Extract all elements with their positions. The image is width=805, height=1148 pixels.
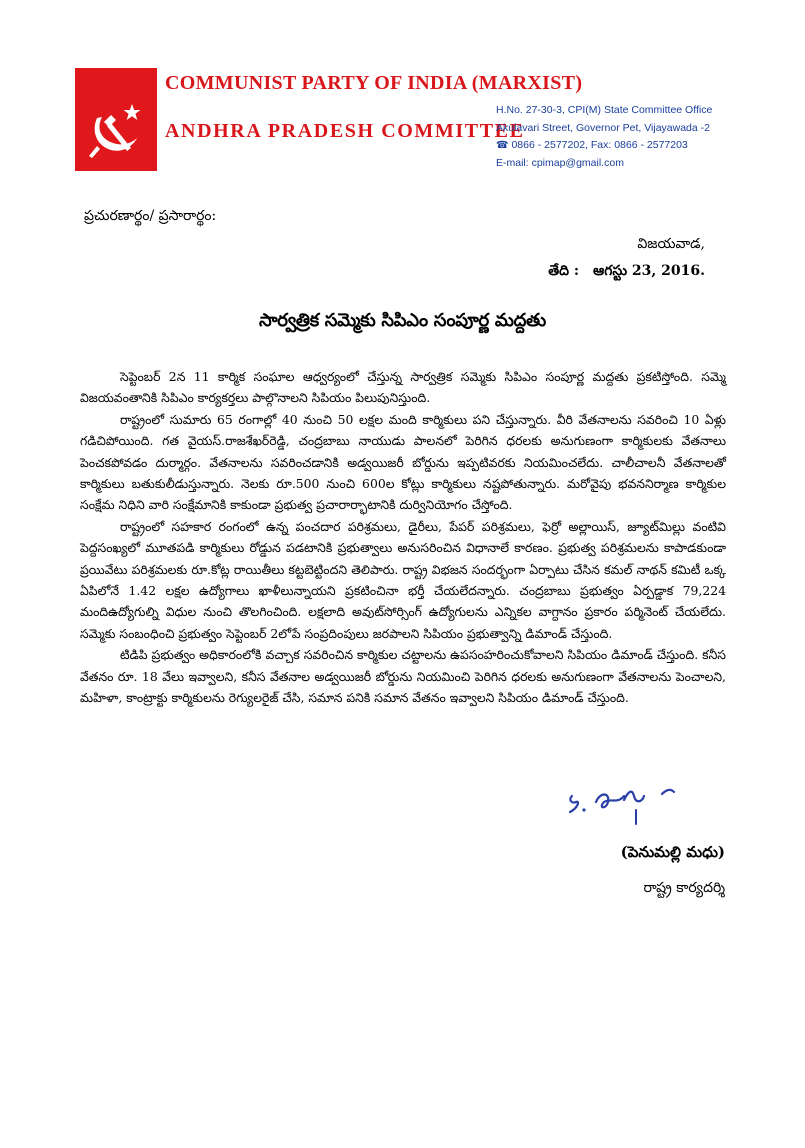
paragraph: రాష్ట్రంలో సహకార రంగంలో ఉన్న పంచదార పరిశ్రమలు, డైరీలు, పేపర్ పరిశ్రమలు, ఫెర్రో అల్లాయిస్, జ్యూట్‌మిల్లు వంటివి పెద్దసంఖ్యలో మూతపడి కార్మికులు రోడ్డున పడటానికి ప్రభుత్వాలు అనుసరించిన విధానాలే కారణం. ప్రభుత్వ పరిశ్రమలను కాపాడకుండా ప్రయివేటు పరిశ్రమలకు రూ.కోట్ల రాయితీలు కట్టబెట్టిందని తెలిపారు. రాష్ట్ర విభజన సందర్భంగా ఏర్పాటు చేసిన కమల్ నాథన్ కమిటీ ఒక్క ఏపిలోనే 1.42 లక్షల ఉద్యోగాలు ఖాళీలున్నాయని ప్రకటించినా భర్తీ చేయలేదన్నారు. చంద్రబాబు ప్రభుత్వం ఏర్పడ్డాక 79,224 మందిఉద్యోగుల్ని విధుల నుంచి తొలగించింది. లక్షలాది అవుట్‌సోర్సింగ్ ఉద్యోగులను ఎన్నికల వాగ్దానం ప్రకారం పర్మినెంట్ చేయలేదు. సమ్మెకు సంబంధించి ప్రభుత్వం సెప్టెంబర్ 2లోపే సంప్రదింపులు జరపాలని సిపియం ప్రభుత్వాన్ని డిమాండ్ చేస్తుంది.	[80, 518, 726, 641]
paragraph: రాష్ట్రంలో సుమారు 65 రంగాల్లో 40 నుంచి 50 లక్షల మంది కార్మికులు పని చేస్తున్నారు. వీరి వేతనాలను సవరించి 10 ఏళ్లు గడిచిపోయింది. గత వైయస్.రాజశేఖర్‌రెడ్డి, చంద్రబాబు నాయుడు పాలనలో పెరిగిన ధరలకు అనుగుణంగా కార్మికులకు వేతనాలు పెంచకపోవడం దుర్మార్గం. వేతనాలను సవరించడానికి అడ్వయిజరీ బోర్డును ఇప్పటివరకు నియమించలేదు. చాలీచాలనీ వేతనాలతో కార్మికులు బతుకులీడుస్తున్నారు. నెలకు రూ.500 నుంచి 600ల కోట్లు కార్మికులు నష్టపోతున్నారు. మరోవైపు భవననిర్మాణ కార్మికుల సంక్షేమ నిధిని వారి సంక్షేమానికి కాకుండా ప్రభుత్వ ప్రచారార్భాటానికి దుర్వినియోగం చేస్తోంది.	[80, 411, 726, 513]
contact-block	[496, 102, 712, 172]
date-value: ఆగస్టు 23, 2016.	[593, 263, 705, 279]
signer-designation: రాష్ట్ర కార్యదర్శి	[643, 880, 725, 896]
place: విజయవాడ,	[637, 236, 705, 252]
handwritten-signature	[558, 774, 734, 834]
paragraph: టిడిపి ప్రభుత్వం అధికారంలోకి వచ్చాక సవరించిన కార్మికుల చట్టాలను ఉపసంహరించుకోవాలని సిపియం డిమాండ్ చేస్తుంది. కనీస వేతనం రూ. 18 వేలు ఇవ్వాలని, కనీస వేతనాల అడ్వయిజరీ బోర్డును నియమించి పెరిగిన ధరలకు అనుగుణంగా వేతనాలను పెంచాలని, మహిళా, కాంట్రాక్టు కార్మికులను రెగ్యులరైజ్ చేసి, సమాన పనికి సమాన వేతనం ఇవ్వాలని సిపియం డిమాండ్ చేస్తుంది.	[80, 647, 726, 706]
phone-line: 0866 - 2577202, Fax: 0866 - 2577203	[511, 139, 688, 151]
address-line-2: Akulavari Street, Governor Pet, Vijayawada -2	[496, 121, 710, 134]
org-name: COMMUNIST PARTY OF INDIA (MARXIST)	[165, 72, 583, 94]
date-label: తేది :	[548, 263, 580, 279]
hammer-sickle-star-icon	[75, 68, 157, 171]
release-label: ప్రచురణార్థం/ ప్రసారార్థం:	[84, 208, 217, 224]
signer-name: (పెనుమల్లి మధు)	[620, 843, 725, 861]
email-line: E-mail: cpimap@gmail.com	[496, 156, 624, 169]
telephone-icon: ☎	[496, 140, 509, 151]
page-title: సార్వత్రిక సమ్మెకు సిపిఎం సంపూర్ణ మద్దతు	[259, 310, 546, 331]
date-line	[548, 263, 705, 282]
party-logo	[75, 68, 157, 171]
press-release-body	[80, 366, 726, 709]
address-line-1: H.No. 27-30-3, CPI(M) State Committee Office	[496, 104, 713, 116]
phone-row	[496, 137, 712, 155]
paragraph: సెప్టెంబర్ 2న 11 కార్మిక సంఘాల ఆధ్వర్యంలో చేస్తున్న సార్వత్రిక సమ్మెకు సిపిఎం సంపూర్ణ మద్దతు ప్రకటిస్తోంది. సమ్మె విజయవంతానికి సిపిఎం కార్యకర్తలు పాల్గొనాలని సిపియం పిలుపునిస్తుంది.	[80, 369, 726, 406]
committee-name: ANDHRA PRADESH COMMITTEE	[165, 120, 525, 142]
